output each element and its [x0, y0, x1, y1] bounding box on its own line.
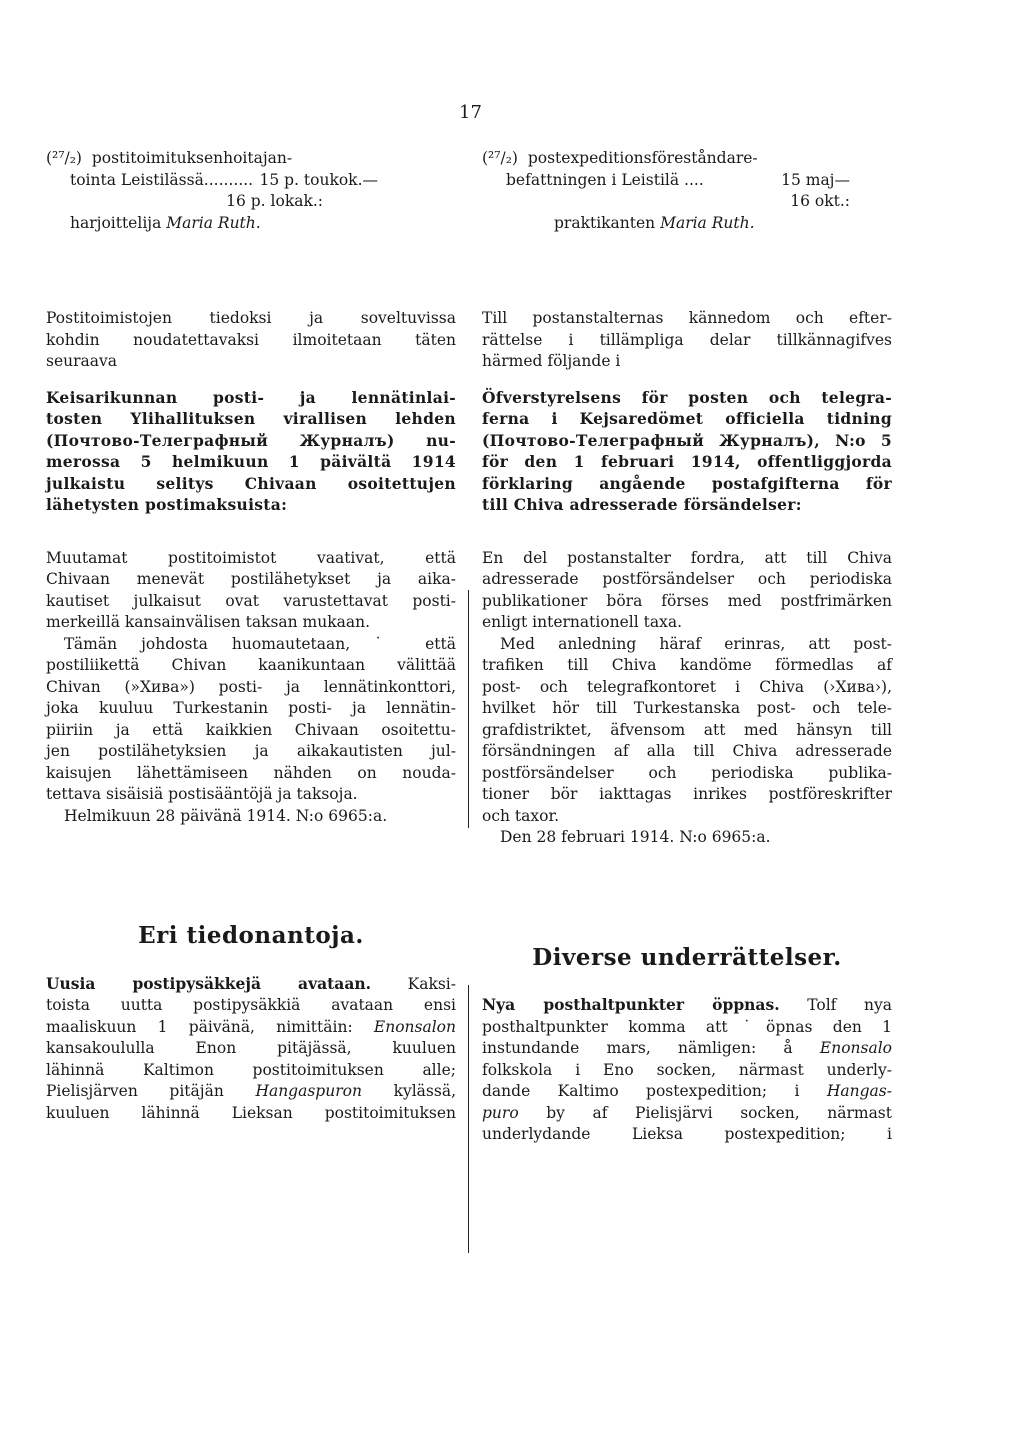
body-line: joka kuuluu Turkestanin posti- ja lennätin-: [46, 699, 456, 717]
bold-title-line: julkaistu selitys Chivaan osoitettujen: [46, 473, 456, 493]
right-news: [482, 994, 892, 1146]
right-section-heading: Diverse underrättelser.: [532, 943, 842, 971]
place-name: Hangaspuron: [255, 1082, 362, 1100]
body-line: jen postilähetyksien ja aikakautisten jul-: [46, 742, 456, 760]
news-lead: Uusia postipysäkkejä avataan.: [46, 973, 372, 993]
left-column: [46, 148, 456, 1124]
body-line: Med anledning häraf erinras, att post-: [500, 634, 892, 653]
body-line: merkeillä kansainvälisen taksan mukaan.: [46, 613, 371, 631]
intro-line: Till postanstalternas kännedom och efter-: [482, 309, 892, 327]
right-entry-line4a: praktikanten: [554, 213, 661, 232]
place-name: Enonsalon: [373, 1017, 456, 1036]
right-body: [482, 548, 892, 849]
news-line: Uusia postipysäkkejä avataan. Kaksi-: [46, 973, 456, 993]
bold-title-line: förklaring angående postafgifterna för: [482, 473, 892, 493]
news-line: maaliskuun 1 päivänä, nimittäin: Enonsalon: [46, 1017, 456, 1036]
intro-line: Postitoimistojen tiedoksi ja soveltuvissa: [46, 309, 456, 327]
right-entry-line1: postexpeditionsföreståndare-: [527, 149, 758, 167]
right-entry-line4b: Maria Ruth.: [660, 213, 755, 232]
body-line: grafdistriktet, äfvensom att med hänsyn till: [482, 720, 892, 739]
body-line: postiliikettä Chivan kaanikuntaan välittää: [46, 656, 456, 674]
left-bold-title: [46, 387, 456, 516]
body-line: Chivaan menevät postilähetykset ja aika-: [46, 570, 456, 588]
column-divider-lower: [468, 985, 469, 1253]
left-entry-number: (²⁷/₂): [46, 149, 82, 167]
body-line: försändningen af alla till Chiva adresserade: [482, 742, 892, 760]
intro-line: härmed följande i: [482, 352, 621, 370]
news-line: Nya posthaltpunkter öppnas. Tolf nya: [482, 995, 892, 1014]
intro-line: rättelse i tillämpliga delar tillkännagifves: [482, 330, 892, 349]
body-line: tettava sisäisiä postisääntöjä ja taksoja.: [46, 785, 358, 803]
right-entry-line2a: befattningen i Leistilä ....: [506, 170, 704, 189]
intro-line: kohdin noudatettavaksi ilmoitetaan täten: [46, 330, 456, 349]
body-line: adresserade postförsändelser och periodiska: [482, 570, 892, 588]
body-line: kautiset julkaisut ovat varustettavat posti-: [46, 591, 456, 610]
body-line: kaisujen lähettämiseen nähden on nouda-: [46, 763, 456, 782]
right-intro: [482, 308, 892, 373]
news-line: instundande mars, nämligen: å Enonsalo: [482, 1039, 892, 1057]
place-name: puro: [482, 1103, 519, 1122]
news-line: kuuluen lähinnä Lieksan postitoimituksen: [46, 1103, 456, 1122]
news-line: underlydande Lieksa postexpedition; i: [482, 1125, 892, 1143]
column-divider-upper: [468, 590, 469, 828]
news-line: Pielisjärven pitäjän Hangaspuron kylässä,: [46, 1082, 456, 1100]
body-line: enligt internationell taxa.: [482, 613, 683, 631]
left-entry-line4a: harjoittelija: [70, 213, 167, 232]
body-line: Helmikuun 28 päivänä 1914. N:o 6965:a.: [64, 806, 388, 825]
left-section-heading: Eri tiedonantoja.: [138, 922, 364, 949]
left-intro: [46, 308, 456, 373]
place-name: Enonsalo: [819, 1039, 892, 1057]
bold-title-line: Keisarikunnan posti- ja lennätinlai-: [46, 387, 456, 407]
left-entry-line2b: 15 p. toukok.—: [259, 170, 378, 189]
left-entry-line2a: tointa Leistilässä..........: [70, 170, 254, 189]
bold-title-line: (Почтово-Телеграфный Журналъ) nu-: [46, 430, 456, 450]
bold-title-line: till Chiva adresserade försändelser:: [482, 495, 802, 514]
news-line: posthaltpunkter komma att˙öpnas den 1: [482, 1017, 892, 1036]
bold-title-line: Öfverstyrelsens för posten och telegra-: [482, 387, 892, 407]
body-line: piiriin ja että kaikkien Chivaan osoitettu-: [46, 720, 456, 739]
left-entry-line1: postitoimituksenhoitajan-: [91, 149, 293, 167]
body-line: Muutamat postitoimistot vaativat, että: [46, 548, 456, 567]
page-number: 17: [459, 102, 482, 123]
intro-line: seuraava: [46, 352, 117, 370]
left-news: [46, 973, 456, 1125]
body-line: tioner bör iakttagas inrikes postföreskrifter: [482, 785, 892, 803]
bold-title-line: för den 1 februari 1914, offentliggjorda: [482, 452, 892, 471]
news-line: kansakoululla Enon pitäjässä, kuuluen: [46, 1039, 456, 1057]
body-line: och taxor.: [482, 806, 560, 825]
body-line: post- och telegrafkontoret i Chiva (›Хива›),: [482, 677, 892, 696]
left-entry-line3: 16 p. lokak.:: [226, 192, 323, 210]
right-column: [482, 148, 892, 1146]
body-line: Den 28 februari 1914. N:o 6965:a.: [500, 828, 771, 846]
body-line: publikationer böra förses med postfrimärken: [482, 591, 892, 610]
right-entry-line2b: 15 maj—: [781, 170, 850, 189]
body-line: Chivan (»Хива») posti- ja lennätinkonttori,: [46, 677, 456, 696]
bold-title-line: tosten Ylihallituksen virallisen lehden: [46, 409, 456, 428]
news-lead: Nya posthaltpunkter öppnas.: [482, 995, 780, 1014]
news-line: dande Kaltimo postexpedition; i Hangas-: [482, 1082, 892, 1100]
body-line: En del postanstalter fordra, att till Chiva: [482, 548, 892, 567]
left-body: [46, 548, 456, 828]
left-appointment-entry: [46, 148, 456, 234]
body-line: trafiken till Chiva kandöme förmedlas af: [482, 656, 892, 674]
place-name: Hangas-: [826, 1082, 892, 1100]
right-appointment-entry: [482, 148, 892, 234]
left-entry-line4b: Maria Ruth.: [166, 213, 261, 232]
right-bold-title: [482, 387, 892, 516]
right-entry-number: (²⁷/₂): [482, 149, 518, 167]
right-entry-line3: 16 okt.:: [790, 192, 850, 210]
bold-title-line: (Почтово-Телеграфный Журналъ), N:o 5: [482, 430, 892, 450]
bold-title-line: lähetysten postimaksuista:: [46, 495, 288, 514]
news-line: puro by af Pielisjärvi socken, närmast: [482, 1103, 892, 1122]
news-line: lähinnä Kaltimon postitoimituksen alle;: [46, 1060, 456, 1079]
bold-title-line: ferna i Kejsaredömet officiella tidning: [482, 409, 892, 428]
news-line: toista uutta postipysäkkiä avataan ensi: [46, 996, 456, 1014]
body-line: Tämän johdosta huomautetaan, ˙ että: [64, 634, 456, 653]
bold-title-line: merossa 5 helmikuun 1 päivältä 1914: [46, 452, 456, 471]
body-line: postförsändelser och periodiska publika-: [482, 763, 892, 782]
news-line: folkskola i Eno socken, närmast underly-: [482, 1060, 892, 1079]
body-line: hvilket hör till Turkestanska post- och tele-: [482, 699, 892, 717]
